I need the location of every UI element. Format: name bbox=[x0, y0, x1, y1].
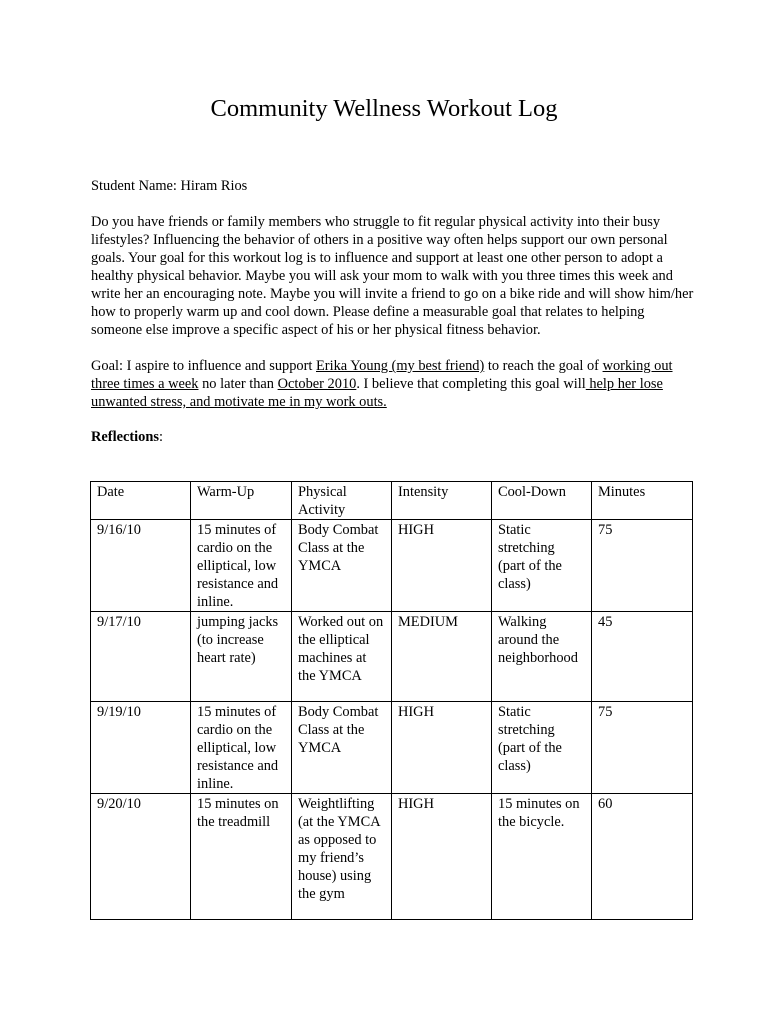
reflections-label: Reflections bbox=[91, 429, 159, 445]
cell-physical-activity: Weightlifting (at the YMCA as opposed to my friend’s house) using the gym bbox=[292, 794, 392, 920]
goal-deadline: October 2010 bbox=[277, 376, 357, 392]
cell-physical-activity: Body Combat Class at the YMCA bbox=[292, 702, 392, 794]
cell-intensity: HIGH bbox=[392, 520, 492, 612]
goal-text-1: Goal: I aspire to influence and support bbox=[91, 358, 316, 374]
cell-cooldown: Static stretching (part of the class) bbox=[492, 702, 592, 794]
cell-warmup: jumping jacks (to increase heart rate) bbox=[191, 612, 292, 702]
workout-log-table bbox=[90, 481, 693, 920]
goal-text-3: no later than bbox=[198, 376, 278, 392]
cell-intensity: MEDIUM bbox=[392, 612, 492, 702]
cell-cooldown: 15 minutes on the bicycle. bbox=[492, 794, 592, 920]
table-row bbox=[91, 520, 693, 612]
cell-minutes: 75 bbox=[592, 520, 693, 612]
goal-paragraph bbox=[91, 357, 696, 411]
table-header-row bbox=[91, 482, 693, 520]
goal-target: working out three times a week bbox=[91, 358, 673, 392]
cell-warmup: 15 minutes of cardio on the elliptical, low resistance and inline. bbox=[191, 702, 292, 794]
document-body bbox=[91, 177, 696, 456]
cell-physical-activity: Body Combat Class at the YMCA bbox=[292, 520, 392, 612]
cell-cooldown: Static stretching (part of the class) bbox=[492, 520, 592, 612]
reflections-heading bbox=[91, 428, 696, 446]
goal-person: Erika Young (my best friend) bbox=[316, 358, 485, 374]
cell-intensity: HIGH bbox=[392, 794, 492, 920]
table-row bbox=[91, 794, 693, 920]
header-intensity: Intensity bbox=[392, 482, 492, 520]
table-row bbox=[91, 612, 693, 702]
goal-outcome: help her lose unwanted stress, and motivate me in my work outs. bbox=[91, 376, 663, 410]
header-warmup: Warm-Up bbox=[191, 482, 292, 520]
cell-cooldown: Walking around the neighborhood bbox=[492, 612, 592, 702]
reflections-colon: : bbox=[158, 429, 163, 445]
cell-intensity: HIGH bbox=[392, 702, 492, 794]
cell-minutes: 60 bbox=[592, 794, 693, 920]
header-cooldown: Cool-Down bbox=[492, 482, 592, 520]
cell-warmup: 15 minutes on the treadmill bbox=[191, 794, 292, 920]
cell-physical-activity: Worked out on the elliptical machines at the YMCA bbox=[292, 612, 392, 702]
header-physical-activity: Physical Activity bbox=[292, 482, 392, 520]
cell-date: 9/19/10 bbox=[91, 702, 191, 794]
cell-date: 9/16/10 bbox=[91, 520, 191, 612]
cell-date: 9/20/10 bbox=[91, 794, 191, 920]
header-minutes: Minutes bbox=[592, 482, 693, 520]
cell-date: 9/17/10 bbox=[91, 612, 191, 702]
cell-warmup: 15 minutes of cardio on the elliptical, low resistance and inline. bbox=[191, 520, 292, 612]
intro-paragraph: Do you have friends or family members who struggle to fit regular physical activity into their busy lifestyles? Influencing the behavior of others in a positive way often helps support our own personal goals. Your goal for this workout log is to influence and support at least one other person to adopt a healthy physical behavior. Maybe you will ask your mom to walk with you three times this week and write her an encouraging note. Maybe you will invite a friend to go on a bike ride and will show him/her how to properly warm up and cool down. Please define a measurable goal that relates to helping someone else improve a specific aspect of his or her physical fitness behavior. bbox=[91, 214, 694, 338]
document-title: Community Wellness Workout Log bbox=[210, 95, 558, 122]
goal-text-2: to reach the goal of bbox=[484, 358, 603, 374]
goal-text-4: . I believe that completing this goal will bbox=[356, 376, 586, 392]
header-date: Date bbox=[91, 482, 191, 520]
cell-minutes: 45 bbox=[592, 612, 693, 702]
cell-minutes: 75 bbox=[592, 702, 693, 794]
table-row bbox=[91, 702, 693, 794]
student-name-line: Student Name: Hiram Rios bbox=[91, 178, 248, 194]
